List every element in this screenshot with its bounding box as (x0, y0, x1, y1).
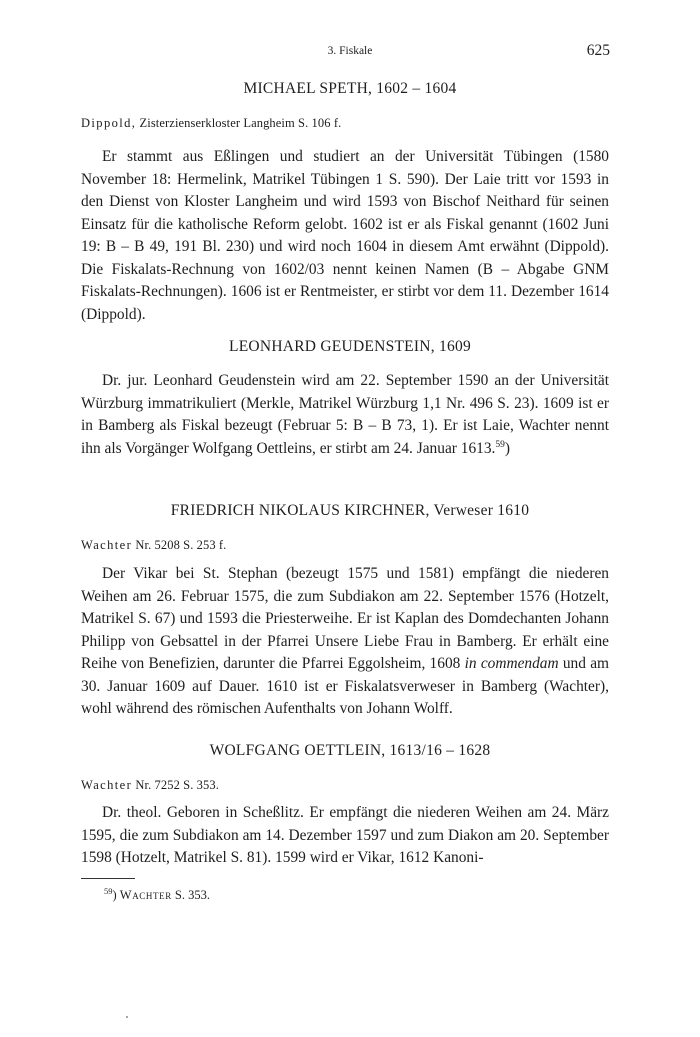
footnote-rule (81, 878, 135, 879)
source-citation: Zisterzienserkloster Langheim S. 106 f. (136, 116, 342, 130)
footnote-number-close: ) (112, 888, 117, 902)
footnote-number: 59 (104, 886, 113, 896)
print-speck (126, 1016, 128, 1018)
section-body-oettlein (81, 802, 609, 870)
source-author: Dippold, (81, 116, 137, 130)
section-body-kirchner (81, 563, 609, 721)
paragraph-geudenstein (81, 370, 609, 460)
section-body-speth (81, 146, 609, 326)
footnote-citation: S. 353. (171, 888, 210, 902)
footnote-reference: 59 (495, 439, 505, 450)
section-source-kirchner (81, 538, 226, 553)
footnote (104, 888, 210, 903)
running-title: 3. Fiskale (327, 45, 373, 57)
section-body-geudenstein (81, 370, 609, 460)
running-head (0, 42, 700, 62)
paragraph-kirchner (81, 563, 609, 721)
paragraph-speth: Er stammt aus Eßlingen und studiert an der Universität Tübingen (1580 November 18: Hermelink, Matrikel Tübingen 1 S. 590). Der Laie tritt vor 1593 in den Dienst von Kloster Langheim und wird 1593 von Bischof Neithard für seinen Einsatz für die katholische Reform gelobt. 1602 ist er als Fiskal genannt (1602 Juni 19: B – B 49, 191 Bl. 230) und wird noch 1604 in diesem Amt erwähnt (Dippold). Die Fiskalats-Rechnung von 1602/03 nennt keinen Namen (B – Abgabe GNM Fiskalats-Rechnungen). 1606 ist er Rentmeister, er stirbt vor dem 11. Dezember 1614 (Dippold). (81, 148, 609, 323)
source-citation: Nr. 5208 S. 253 f. (132, 538, 227, 552)
paragraph-italic: in commendam (464, 655, 559, 672)
section-heading-kirchner: FRIEDRICH NIKOLAUS KIRCHNER, Verweser 1610 (170, 502, 530, 519)
section-heading-speth: MICHAEL SPETH, 1602 – 1604 (243, 80, 457, 97)
paragraph-text: Dr. jur. Leonhard Geudenstein wird am 22. September 1590 an der Universität Würzburg immatrikuliert (Merkle, Matrikel Würzburg 1,1 Nr. 496 S. 23). 1609 ist er in Bamberg als Fiskal bezeugt (Februar 5: B – B 73, 1). Er ist Laie, Wachter nennt ihn als Vorgänger Wolfgang Oettleins, er stirbt am 24. Januar 1613. (81, 372, 609, 457)
paragraph-text-b: und am 30. Januar 1609 auf Dauer. 1610 ist er Fiskalatsverweser in Bamberg (Wachter), wohl während des römischen Aufenthalts von Johann Wolff. (81, 655, 609, 717)
paragraph-text-a: Der Vikar bei St. Stephan (bezeugt 1575 und 1581) empfängt die niederen Weihen am 26. Februar 1575, die zum Subdiakon am 22. September 1576 (Hotzelt, Matrikel S. 67) und 1593 die Priesterweihe. Er ist Kaplan des Domdechanten Johann Philipp von Gebsattel in der Pfarrei Unsere Liebe Frau in Bamberg. Er erhält eine Reihe von Benefizien, darunter die Pfarrei Eggolsheim, 1608 (81, 565, 609, 672)
source-author: Wachter (81, 778, 133, 792)
paragraph-oettlein: Dr. theol. Geboren in Scheßlitz. Er empfängt die niederen Weihen am 24. März 1595, die zum Subdiakon am 14. Dezember 1597 und zum Diakon am 20. September 1598 (Hotzelt, Matrikel S. 81). 1599 wird er Vikar, 1612 Kanoni- (81, 804, 609, 866)
section-heading-geudenstein: LEONHARD GEUDENSTEIN, 1609 (229, 338, 471, 355)
source-citation: Nr. 7252 S. 353. (132, 778, 219, 792)
page-number: 625 (586, 42, 610, 59)
section-source-speth (81, 116, 341, 131)
section-source-oettlein (81, 778, 219, 793)
source-author: Wachter (81, 538, 133, 552)
section-heading-oettlein: WOLFGANG OETTLEIN, 1613/16 – 1628 (209, 742, 491, 759)
footnote-reference-close: ) (504, 439, 511, 457)
footnote-author: Wachter (119, 888, 172, 902)
